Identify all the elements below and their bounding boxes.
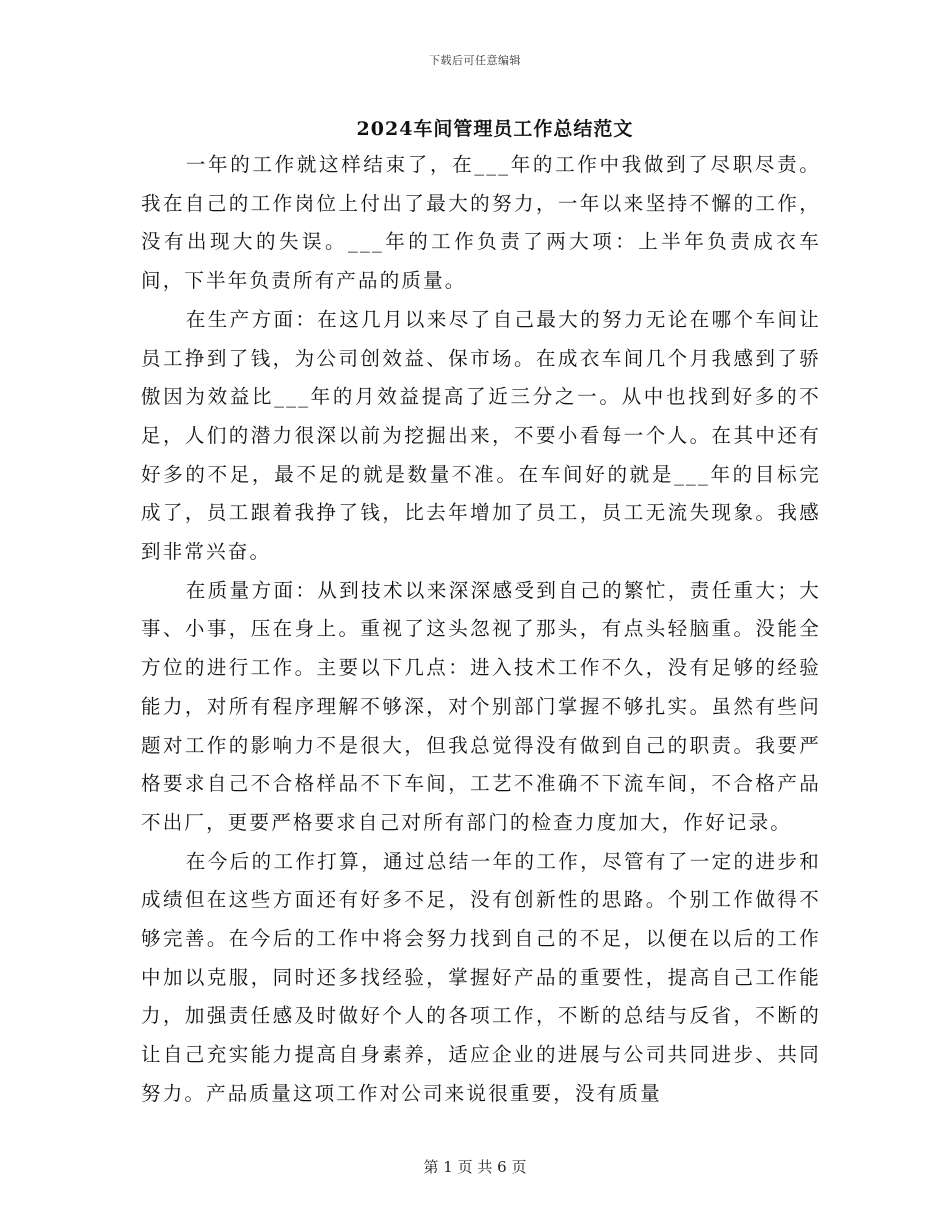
- document-body: [141, 146, 821, 1114]
- paragraph-quality: 在质量方面：从到技术以来深深感受到自己的繁忙，责任重大；大事、小事，压在身上。重视了这头忽视了那头，有点头轻脑重。没能全方位的进行工作。主要以下几点：进入技术工作不久，没有足够的经验能力，对所有程序理解不够深，对个别部门掌握不够扎实。虽然有些问题对工作的影响力不是很大，但我总觉得没有做到自己的职责。我要严格要求自己不合格样品不下车间，工艺不准确不下流车间，不合格产品不出厂，更要严格要求自己对所有部门的检查力度加大，作好记录。: [141, 578, 821, 834]
- paragraph-intro: 一年的工作就这样结束了，在___年的工作中我做到了尽职尽责。我在自己的工作岗位上付出了最大的努力，一年以来坚持不懈的工作，没有出现大的失误。___年的工作负责了两大项：上半年负责成衣车间，下半年负责所有产品的质量。: [141, 153, 821, 293]
- paragraph-production: 在生产方面：在这几月以来尽了自己最大的努力无论在哪个车间让员工挣到了钱，为公司创效益、保市场。在成衣车间几个月我感到了骄傲因为效益比___年的月效益提高了近三分之一。从中也找到好多的不足，人们的潜力很深以前为挖掘出来，不要小看每一个人。在其中还有好多的不足，最不足的就是数量不准。在车间好的就是___年的目标完成了，员工跟着我挣了钱，比去年增加了员工，员工无流失现象。我感到非常兴奋。: [141, 307, 821, 564]
- paragraph-future-plans: 在今后的工作打算，通过总结一年的工作，尽管有了一定的进步和成绩但在这些方面还有好多不足，没有创新性的思路。个别工作做得不够完善。在今后的工作中将会努力找到自己的不足，以便在以后的工作中加以克服，同时还多找经验，掌握好产品的重要性，提高自己工作能力，加强责任感及时做好个人的各项工作，不断的总结与反省，不断的让自己充实能力提高自身素养，适应企业的进展与公司共同进步、共同努力。产品质量这项工作对公司来说很重要，没有质量: [141, 849, 821, 1105]
- page-header-note: 下载后可任意编辑: [429, 54, 521, 67]
- page-number-footer: 第 1 页 共 6 页: [423, 1158, 527, 1176]
- document-title: 2024车间管理员工作总结范文: [356, 118, 634, 140]
